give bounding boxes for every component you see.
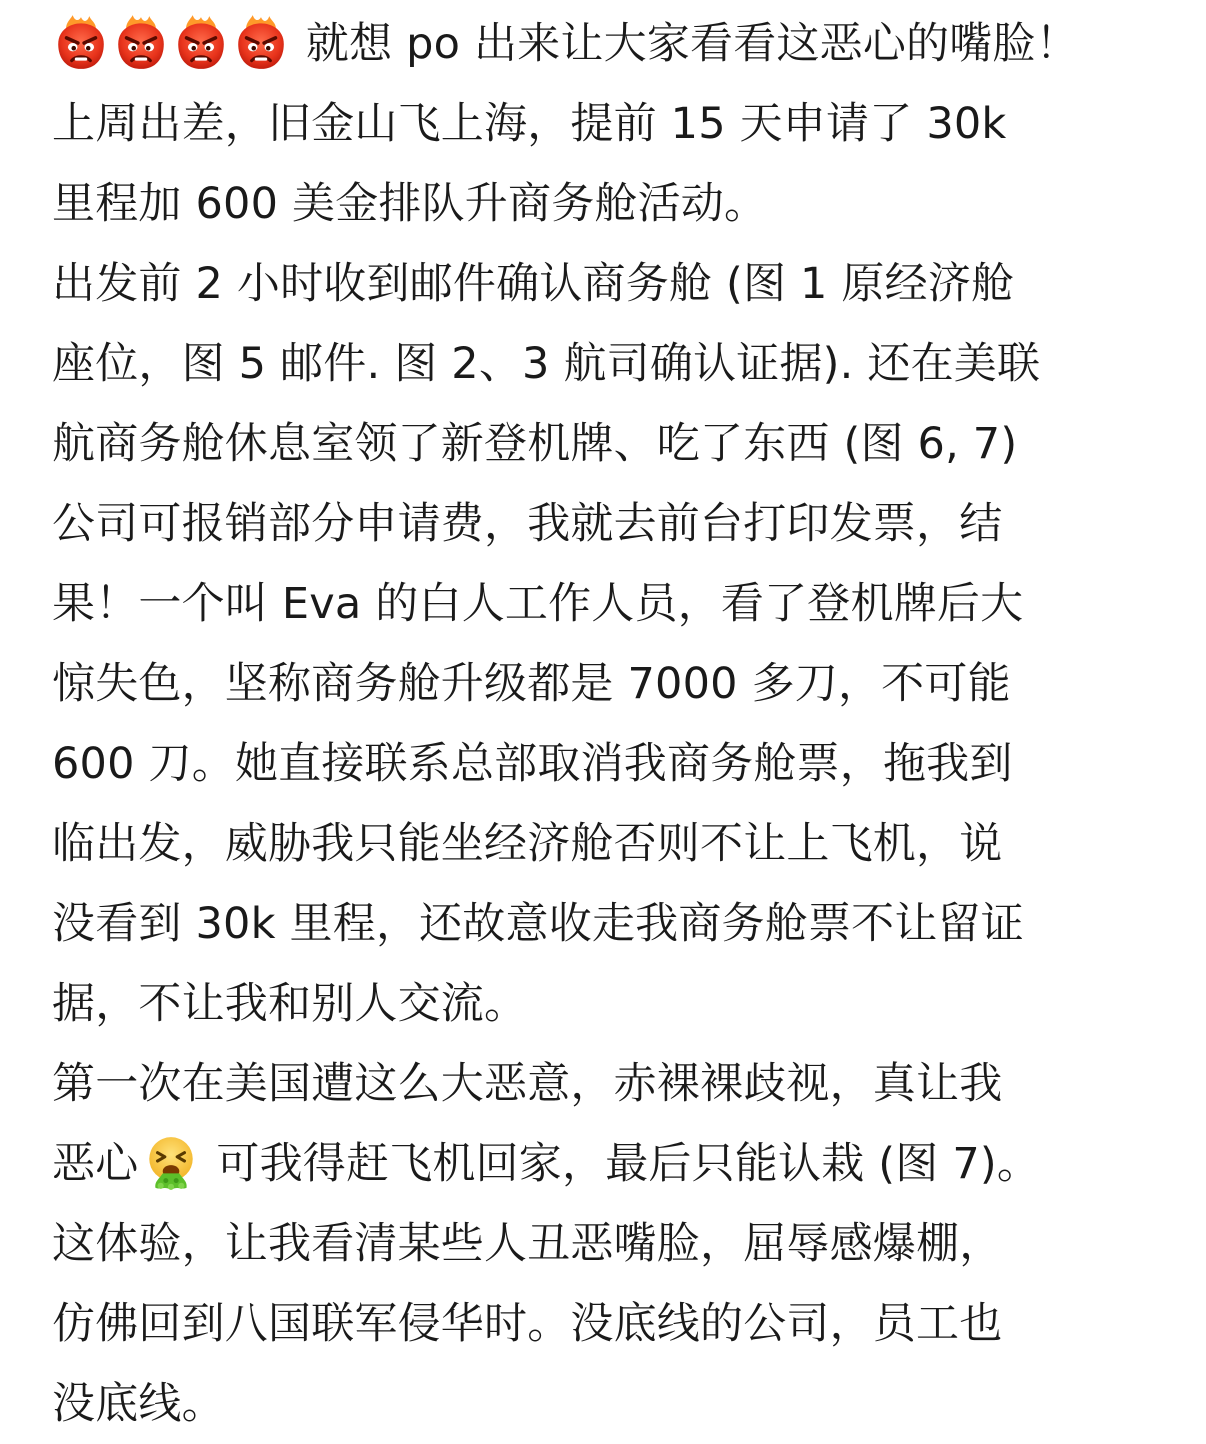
post-line-9 — [52, 644, 1172, 724]
post-line-6 — [52, 404, 1172, 484]
post-text: 600 刀。她直接联系总部取消我商务舱票，拖我到 — [52, 739, 1013, 789]
post-text: 上周出差，旧金山飞上海，提前 15 天申请了 30k — [52, 99, 1007, 149]
vomiting-face-icon — [142, 1132, 200, 1192]
angry-face-icon — [112, 13, 170, 71]
post-text: 第一次在美国遭这么大恶意，赤裸裸歧视，真让我 — [52, 1059, 1003, 1109]
post-line-14 — [52, 1044, 1172, 1124]
post-text: 果！一个叫 Eva 的白人工作人员，看了登机牌后大 — [52, 579, 1024, 629]
post-text: 座位，图 5 邮件. 图 2、3 航司确认证据). 还在美联 — [52, 339, 1041, 389]
post-text: 这体验，让我看清某些人丑恶嘴脸，屈辱感爆棚， — [52, 1219, 1003, 1269]
post-text: 临出发，威胁我只能坐经济舱否则不让上飞机，说 — [52, 819, 1003, 869]
post-line-11 — [52, 804, 1172, 884]
post-line-18 — [52, 1364, 1172, 1444]
post-text: 就想 po 出来让大家看看这恶心的嘴脸！ — [305, 19, 1079, 69]
post-text: 航商务舱休息室领了新登机牌、吃了东西 (图 6, 7) — [52, 419, 1018, 469]
post-line-8 — [52, 564, 1172, 644]
post-line-2 — [52, 84, 1172, 164]
post-text: 公司可报销部分申请费，我就去前台打印发票，结 — [52, 499, 1003, 549]
post-text: 出发前 2 小时收到邮件确认商务舱 (图 1 原经济舱 — [52, 259, 1015, 309]
post-line-12 — [52, 884, 1172, 964]
post-text: 恶心 — [52, 1139, 139, 1189]
angry-face-icon — [52, 13, 110, 71]
post-text: 据，不让我和别人交流。 — [52, 979, 528, 1029]
post-text: 没底线。 — [52, 1379, 225, 1429]
post-text: 仿佛回到八国联军侵华时。没底线的公司，员工也 — [52, 1299, 1003, 1349]
post-line-17 — [52, 1284, 1172, 1364]
angry-face-icon — [232, 13, 290, 71]
post-line-3 — [52, 164, 1172, 244]
post-text: 里程加 600 美金排队升商务舱活动。 — [52, 179, 768, 229]
post-line-15 — [52, 1124, 1172, 1204]
post-line-5 — [52, 324, 1172, 404]
post-line-1 — [52, 4, 1172, 84]
post-text: 惊失色，坚称商务舱升级都是 7000 多刀，不可能 — [52, 659, 1011, 709]
post-text: 可我得赶飞机回家，最后只能认栽 (图 7)。 — [216, 1139, 1041, 1189]
post-text: 没看到 30k 里程，还故意收走我商务舱票不让留证 — [52, 899, 1024, 949]
post-line-7 — [52, 484, 1172, 564]
post-line-16 — [52, 1204, 1172, 1284]
post-line-10 — [52, 724, 1172, 804]
post-line-4 — [52, 244, 1172, 324]
angry-emoji-group — [52, 19, 306, 69]
post-body — [52, 4, 1172, 1444]
post-line-13 — [52, 964, 1172, 1044]
angry-face-icon — [172, 13, 230, 71]
